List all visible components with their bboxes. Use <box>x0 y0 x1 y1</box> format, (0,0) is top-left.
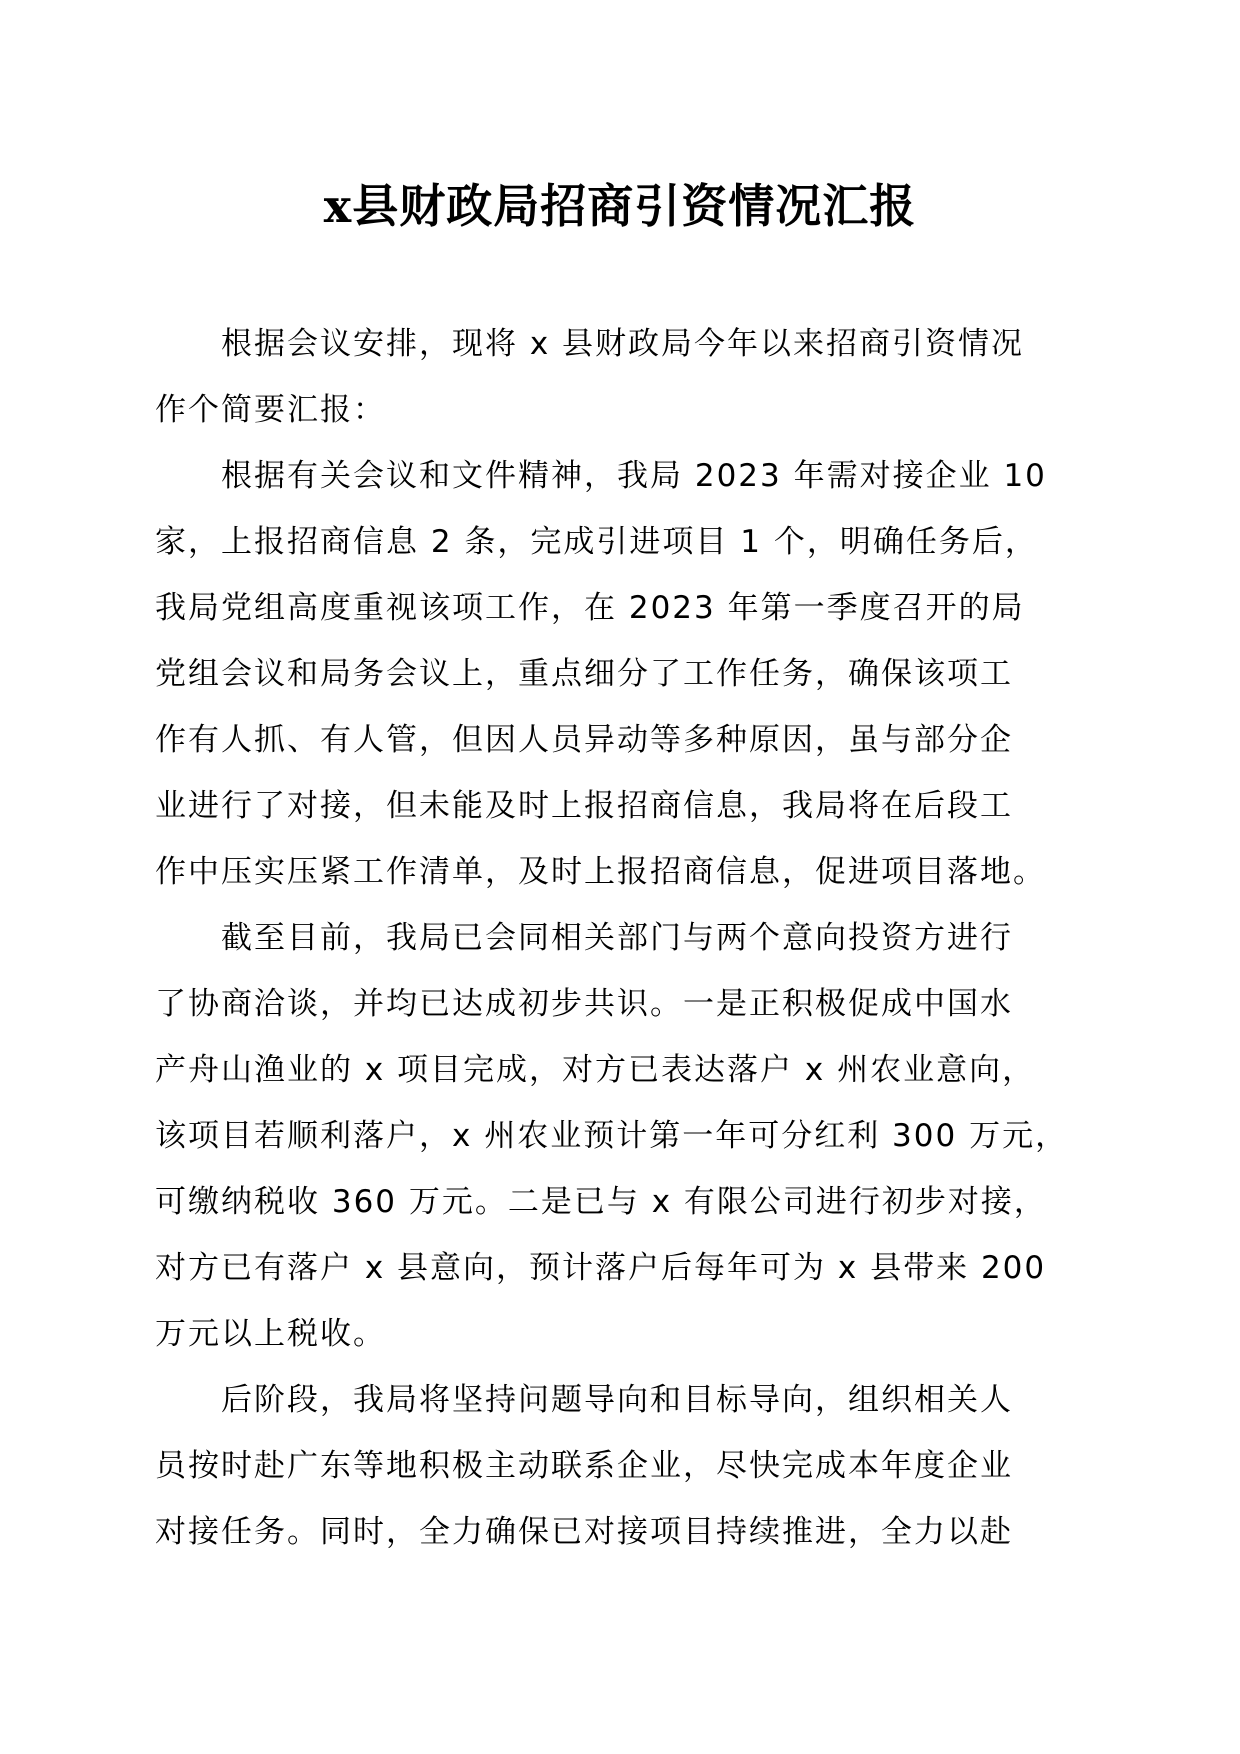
body-line: 后阶段，我局将坚持问题导向和目标导向，组织相关人 <box>221 1382 1013 1418</box>
body-line: 作个简要汇报： <box>155 392 386 428</box>
body-line: 该项目若顺利落户，x 州农业预计第一年可分红利 300 万元， <box>155 1118 1069 1154</box>
body-line: 万元以上税收。 <box>155 1316 386 1352</box>
body-line: 产舟山渔业的 x 项目完成，对方已表达落户 x 州农业意向， <box>155 1052 1036 1088</box>
document-body <box>155 311 1085 1565</box>
body-line: 截至目前，我局已会同相关部门与两个意向投资方进行 <box>221 920 1013 956</box>
body-line: 对接任务。同时，全力确保已对接项目持续推进，全力以赴 <box>155 1514 1013 1550</box>
body-line: 作有人抓、有人管，但因人员异动等多种原因，虽与部分企 <box>155 722 1013 758</box>
body-line: 党组会议和局务会议上，重点细分了工作任务，确保该项工 <box>155 656 1013 692</box>
body-line: 作中压实压紧工作清单，及时上报招商信息，促进项目落地。 <box>155 854 1046 890</box>
body-line: 根据有关会议和文件精神，我局 2023 年需对接企业 10 <box>221 458 1047 494</box>
body-line: 业进行了对接，但未能及时上报招商信息，我局将在后段工 <box>155 788 1013 824</box>
body-line: 我局党组高度重视该项工作，在 2023 年第一季度召开的局 <box>155 590 1025 626</box>
body-line: 可缴纳税收 360 万元。二是已与 x 有限公司进行初步对接， <box>155 1184 1047 1220</box>
body-line: 家，上报招商信息 2 条，完成引进项目 1 个，明确任务后， <box>155 524 1038 560</box>
document-title: x县财政局招商引资情况汇报 <box>323 179 917 233</box>
body-line: 对方已有落户 x 县意向，预计落户后每年可为 x 县带来 200 <box>155 1250 1047 1286</box>
body-line: 员按时赴广东等地积极主动联系企业，尽快完成本年度企业 <box>155 1448 1013 1484</box>
body-line: 根据会议安排，现将 x 县财政局今年以来招商引资情况 <box>221 326 1025 362</box>
body-line: 了协商洽谈，并均已达成初步共识。一是正积极促成中国水 <box>155 986 1013 1022</box>
